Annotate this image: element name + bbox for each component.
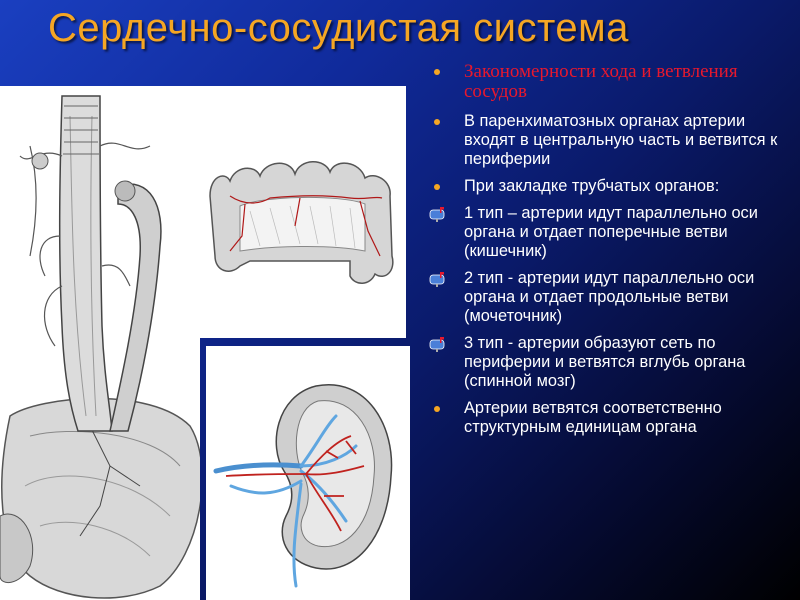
bullet-item xyxy=(418,334,798,391)
bullet-text: Артерии ветвятся соответственно структурным единицам органа xyxy=(464,399,722,436)
dot-bullet-icon xyxy=(434,406,440,412)
bullet-item xyxy=(418,112,798,169)
bullet-text: При закладке трубчатых органов: xyxy=(464,177,720,195)
mailbox-icon xyxy=(428,206,448,222)
dot-bullet-icon xyxy=(434,184,440,190)
heading-text: Закономерности хода и ветвления сосудов xyxy=(464,61,738,102)
kidney-illustration xyxy=(206,346,410,600)
bullet-item xyxy=(418,177,798,196)
esophagus-stomach-illustration xyxy=(0,86,200,600)
bullet-heading xyxy=(418,62,798,102)
bullet-text: В паренхиматозных органах артерии входят в центральную часть и ветвится к периферии xyxy=(464,112,778,168)
mailbox-icon xyxy=(428,336,448,352)
slide-title: Сердечно-сосудистая система xyxy=(48,6,629,50)
mailbox-icon xyxy=(428,271,448,287)
bullet-list xyxy=(418,62,798,445)
bullet-text: 3 тип - артерии образуют сеть по периферии и ветвятся вглубь органа (спинной мозг) xyxy=(464,334,746,390)
bullet-item xyxy=(418,204,798,261)
intestine-illustration xyxy=(200,86,406,338)
dot-bullet-icon xyxy=(434,119,440,125)
bullet-text: 2 тип - артерии идут параллельно оси органа и отдает продольные ветви (мочеточник) xyxy=(464,269,755,325)
bullet-item xyxy=(418,269,798,326)
bullet-item xyxy=(418,399,798,437)
bullet-text: 1 тип – артерии идут параллельно оси органа и отдает поперечные ветви (кишечник) xyxy=(464,204,758,260)
dot-bullet-icon xyxy=(434,69,440,75)
